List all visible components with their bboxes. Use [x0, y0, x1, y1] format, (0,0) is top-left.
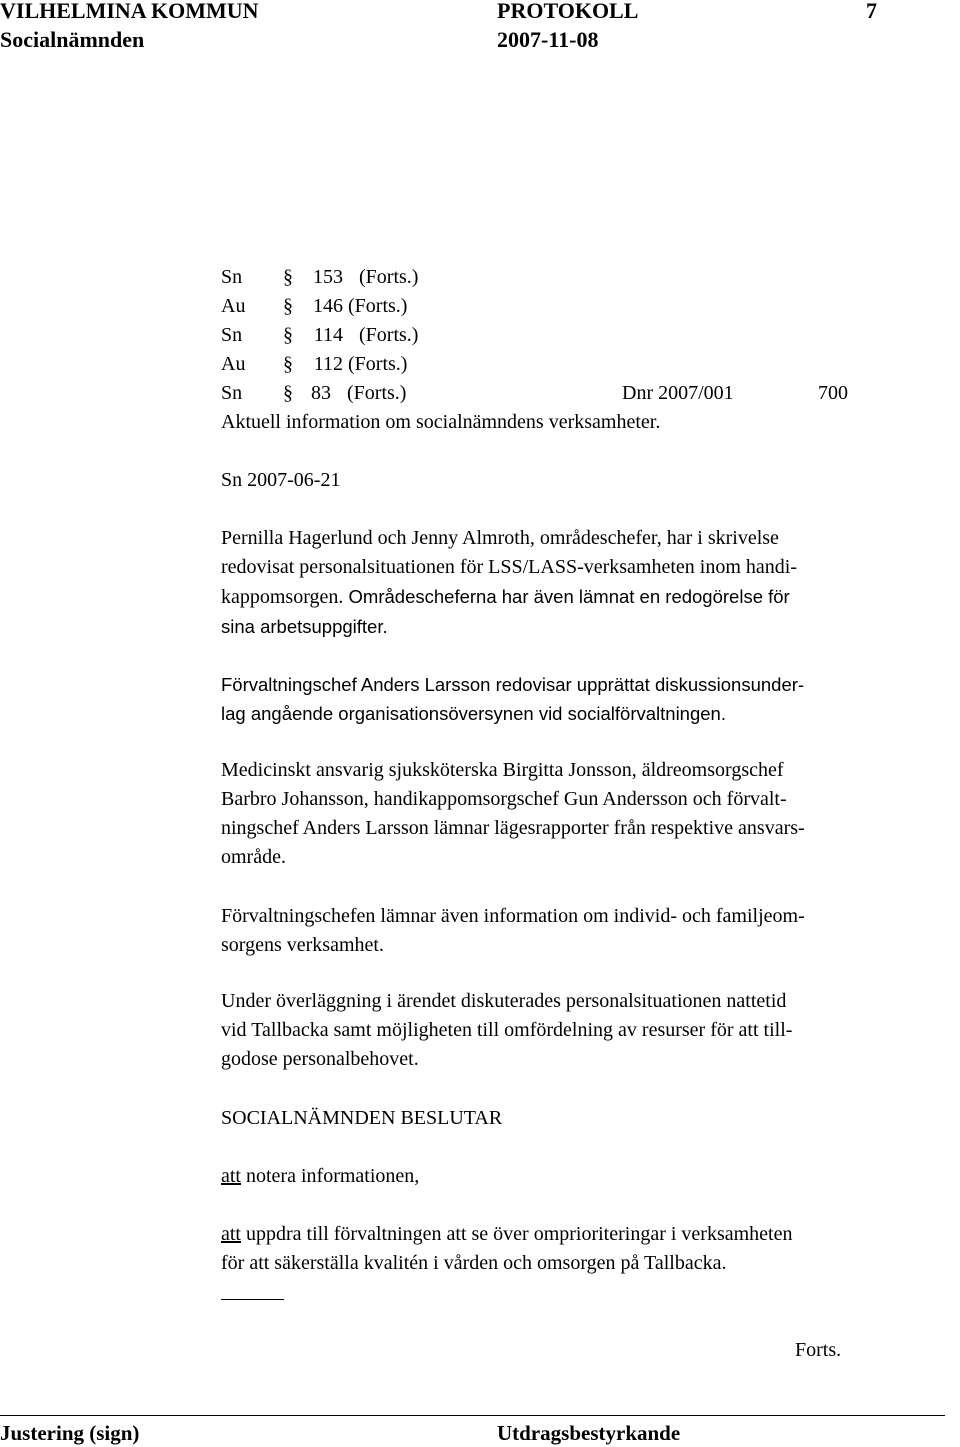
- municipality-name: VILHELMINA KOMMUN: [0, 0, 259, 23]
- decision-heading: SOCIALNÄMNDEN BESLUTAR: [221, 1107, 503, 1129]
- footer-extract-label: Utdragsbestyrkande: [497, 1421, 681, 1445]
- paragraph-deliberation: Under överläggning i ärendet diskuterades personalsituationen nattetid vid Tallbacka samt möjligheten till omfördelning av resurser för att till- godose personalbehovet.: [221, 990, 793, 1070]
- paragraph-staffing: Pernilla Hagerlund och Jenny Almroth, områdeschefer, har i skrivelse redovisat personalsituationen för LSS/LASS-verksamheten inom handi- kappomsorgen. Områdescheferna har även lämnat en redogörelse för sina arbetsuppgifter.: [221, 527, 798, 637]
- paragraph-status-reports: Medicinskt ansvarig sjuksköterska Birgitta Jonsson, äldreomsorgschef Barbro Johansson, handikappomsorgschef Gun Andersson och förvalt- ningschef Anders Larsson lämnar lägesrapporter från respektive ansvars- område.: [221, 759, 805, 868]
- short-rule: [221, 1299, 284, 1300]
- prior-decision: Sn 2007-06-21: [221, 469, 341, 491]
- footer-signature-label: Justering (sign): [0, 1421, 140, 1445]
- decision-item: att uppdra till förvaltningen att se över omprioriteringar i verksamheten för att säkerställa kvalitén i vården och omsorgen på Tallbacka.: [221, 1223, 793, 1274]
- reference-line: Sn § 153 (Forts.): [221, 266, 419, 288]
- meeting-date: 2007-11-08: [497, 27, 599, 52]
- decision-item: att notera informationen,: [221, 1165, 420, 1187]
- subject-line: Aktuell information om socialnämndens verksamheter.: [221, 411, 661, 433]
- reference-line: Au § 146 (Forts.): [221, 295, 408, 317]
- page-number: 7: [866, 0, 877, 23]
- paragraph-individual-family: Förvaltningschefen lämnar även information om individ- och familjeom- sorgens verksamhet.: [221, 905, 805, 956]
- document-type: PROTOKOLL: [497, 0, 639, 23]
- footer-rule: [0, 1415, 945, 1416]
- continued-label: Forts.: [795, 1339, 842, 1361]
- reference-line: Sn § 83 (Forts.): [221, 382, 407, 404]
- dnr-label: Dnr 2007/001: [622, 382, 734, 404]
- dnr-code: 700: [818, 382, 848, 404]
- paragraph-review: Förvaltningschef Anders Larsson redovisar upprättat diskussionsunder- lag angående organisationsöversynen vid socialförvaltningen.: [221, 674, 805, 724]
- committee-name: Socialnämnden: [0, 27, 145, 52]
- reference-line: Sn § 114 (Forts.): [221, 324, 419, 346]
- reference-line: Au § 112 (Forts.): [221, 353, 408, 375]
